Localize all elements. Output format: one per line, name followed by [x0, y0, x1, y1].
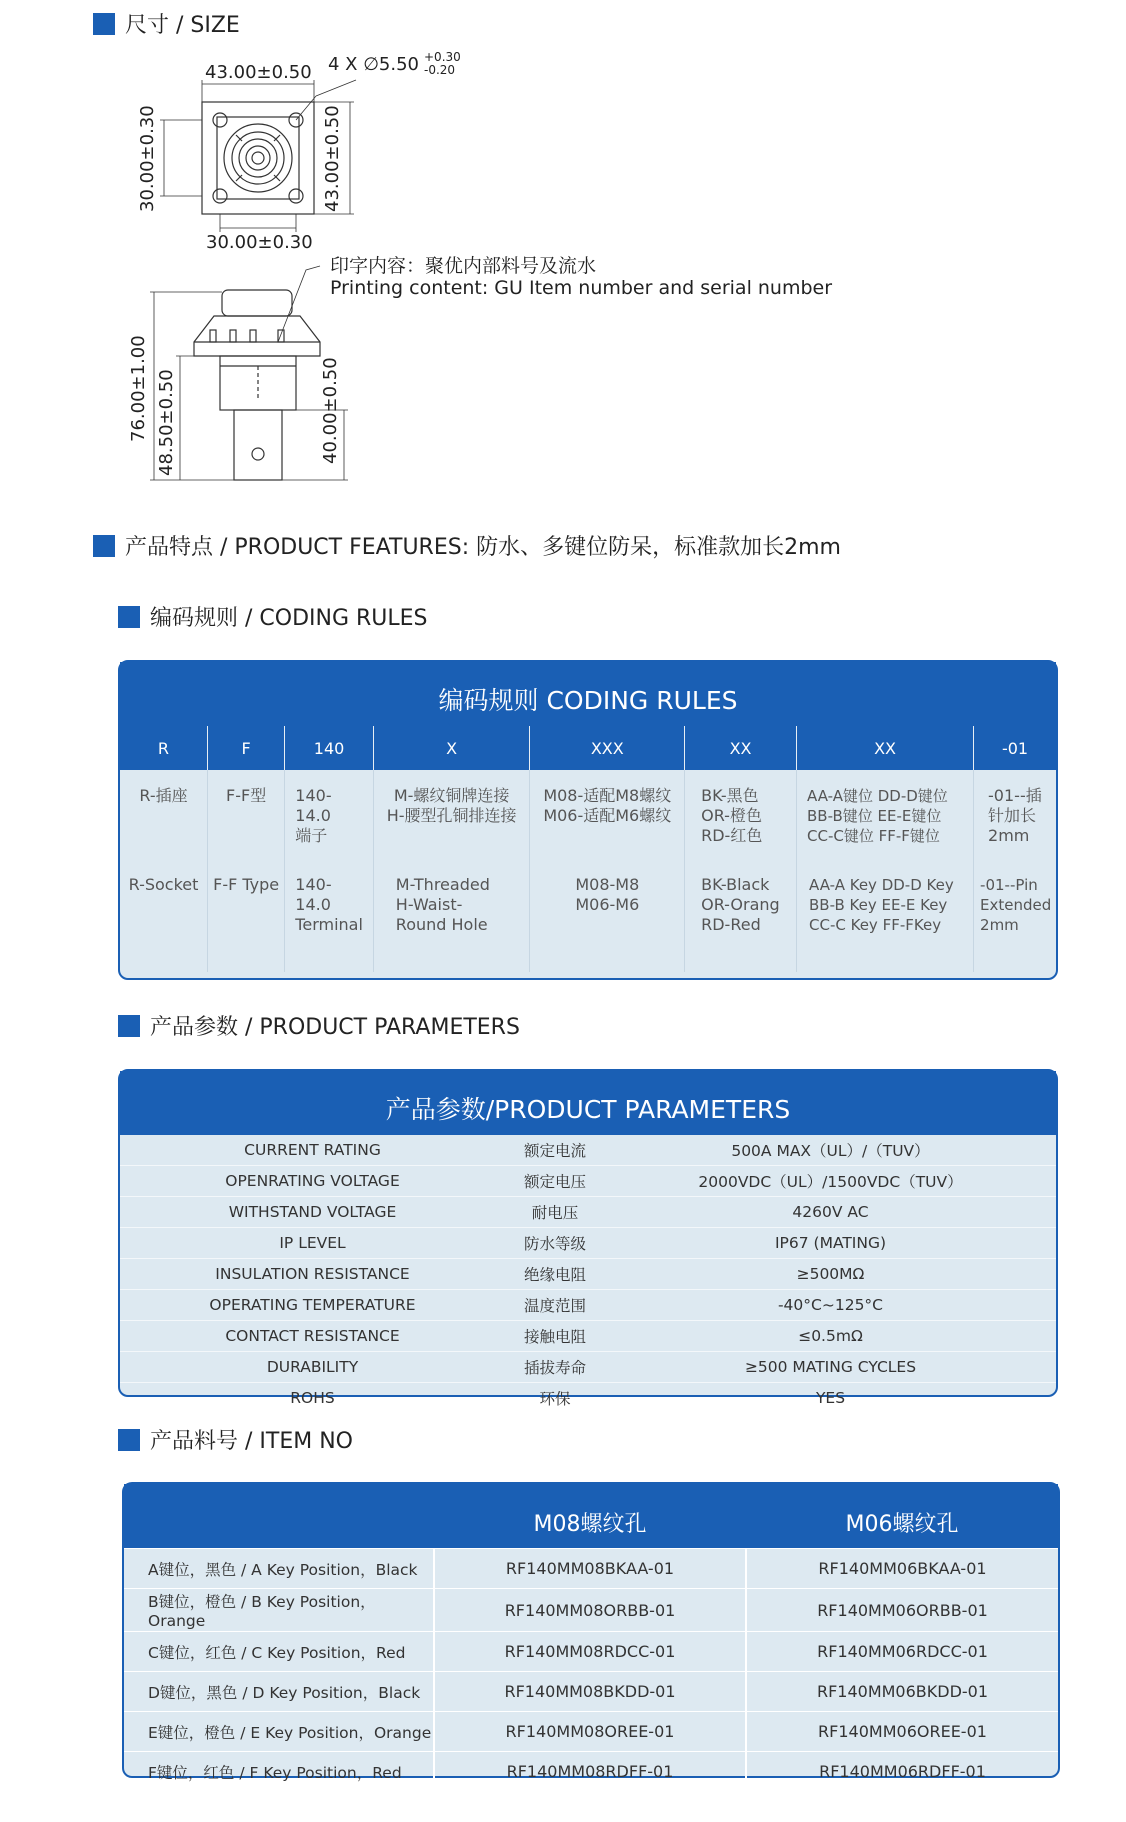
section-marker	[93, 535, 115, 557]
coding-row-en	[120, 859, 1056, 972]
mounting-hole	[213, 113, 227, 127]
hole-tol-minus: -0.20	[424, 63, 456, 77]
coding-table-title: 编码规则 CODING RULES	[120, 662, 1056, 726]
coding-cell: BK-黑色 OR-橙色 RD-红色	[701, 786, 763, 845]
coding-cell: -01--插 针加长 2mm	[988, 786, 1042, 845]
coding-cell: R-Socket	[128, 875, 199, 894]
dim-width-top: 43.00±0.50	[205, 62, 312, 83]
dim-total-length: 76.00±1.00	[128, 335, 149, 442]
item-row: C键位，红色 / C Key Position，Red RF140MM08RDCC-01 RF140MM06RDCC-01	[124, 1632, 1058, 1672]
param-row: DURABILITY 插拔寿命 ≥500 MATING CYCLES	[120, 1352, 1056, 1383]
section-marker	[93, 13, 115, 35]
size-section-heading: 尺寸 / SIZE	[93, 8, 240, 39]
coding-cell: -01--Pin Extended 2mm	[980, 876, 1052, 934]
items-header-row	[124, 1484, 1058, 1548]
param-row: WITHSTAND VOLTAGE 耐电压 4260V AC	[120, 1197, 1056, 1228]
dim-tail-length: 40.00±0.50	[320, 357, 341, 464]
coding-cell: M-螺纹铜牌连接 H-腰型孔铜排连接	[386, 786, 517, 825]
param-row: CONTACT RESISTANCE 接触电阻 ≤0.5mΩ	[120, 1321, 1056, 1352]
dim-width-bottom: 30.00±0.30	[206, 232, 313, 253]
section-marker	[118, 606, 140, 628]
item-row: F键位，红色 / F Key Position，Red RF140MM08RDFF-01 RF140MM06RDFF-01	[124, 1752, 1058, 1792]
param-row: OPERATING TEMPERATURE 温度范围 -40°C~125°C	[120, 1290, 1056, 1321]
coding-cell: 140- 14.0 端子	[295, 786, 332, 845]
coding-header-cell: F	[207, 726, 284, 770]
coding-cell: F-F型	[226, 786, 267, 805]
param-row: INSULATION RESISTANCE 绝缘电阻 ≥500MΩ	[120, 1259, 1056, 1290]
side-flange	[194, 316, 320, 356]
section-marker	[118, 1429, 140, 1451]
coding-header-cell: -01	[974, 726, 1056, 770]
features-heading: 产品特点 / PRODUCT FEATURES: 防水、多键位防呆，标准款加长2mm	[93, 530, 841, 561]
hole-tol-plus: +0.30	[424, 50, 461, 64]
param-row: OPENRATING VOLTAGE 额定电压 2000VDC（UL）/1500VDC（TUV）	[120, 1166, 1056, 1197]
dim-height-left: 30.00±0.30	[137, 105, 158, 212]
coding-header-cell: R	[120, 726, 207, 770]
coding-cell: R-插座	[139, 786, 188, 805]
items-section-heading: 产品料号 / ITEM NO	[118, 1424, 353, 1455]
param-row: CURRENT RATING 额定电流 500A MAX（UL）/（TUV）	[244, 1141, 930, 1160]
coding-header-row	[120, 726, 1056, 770]
item-row: B键位，橙色 / B Key Position，Orange RF140MM08ORBB-01 RF140MM06ORBB-01	[124, 1589, 1058, 1632]
coding-header-cell: XX	[797, 726, 974, 770]
coding-cell: M08-适配M8螺纹 M06-适配M6螺纹	[543, 786, 672, 825]
coding-cell: AA-A Key DD-D Key BB-B Key EE-E Key CC-C Key FF-FKey	[809, 876, 954, 934]
col-m08-header: M08螺纹孔	[533, 1512, 647, 1537]
coding-cell: AA-A键位 DD-D键位 BB-B键位 EE-E键位 CC-C键位 FF-F键位	[807, 787, 948, 845]
item-row: A键位，黑色 / A Key Position，Black RF140MM08BKAA-01 RF140MM06BKAA-01	[124, 1549, 1058, 1589]
coding-header-cell: 140	[285, 726, 374, 770]
coding-cell: 140- 14.0 Terminal	[295, 875, 363, 934]
item-row: E键位，橙色 / E Key Position，Orange RF140MM08OREE-01 RF140MM06OREE-01	[124, 1712, 1058, 1752]
side-terminal	[234, 410, 282, 480]
mounting-hole	[213, 189, 227, 203]
coding-cell: F-F Type	[213, 875, 280, 894]
params-table-title: 产品参数/PRODUCT PARAMETERS	[120, 1071, 1056, 1135]
coding-header-cell: X	[373, 726, 530, 770]
coding-row-cn	[120, 770, 1056, 859]
print-note-cn: 印字内容：聚优内部料号及流水	[330, 255, 597, 277]
coding-section-heading: 编码规则 / CODING RULES	[118, 601, 428, 632]
item-number-table	[122, 1482, 1060, 1782]
col-m06-header: M06螺纹孔	[845, 1512, 959, 1537]
param-row: IP LEVEL 防水等级 IP67 (MATING)	[120, 1228, 1056, 1259]
coding-rules-table	[118, 660, 1058, 980]
section-marker	[118, 1015, 140, 1037]
coding-cell: M08-M8 M06-M6	[575, 875, 640, 914]
product-parameters-table	[118, 1069, 1058, 1408]
coding-header-cell: XXX	[530, 726, 685, 770]
flange-inner	[217, 117, 299, 199]
dim-height-right: 43.00±0.50	[322, 105, 343, 212]
mounting-hole	[289, 189, 303, 203]
print-note-en: Printing content: GU Item number and serial number	[330, 277, 833, 299]
dim-lower-length: 48.50±0.50	[156, 369, 177, 476]
coding-header-cell: XX	[685, 726, 797, 770]
coding-cell: BK-Black OR-Orang RD-Red	[701, 875, 780, 934]
technical-drawing	[120, 40, 840, 500]
item-row: D键位，黑色 / D Key Position，Black RF140MM08BKDD-01 RF140MM06BKDD-01	[124, 1672, 1058, 1712]
params-section-heading: 产品参数 / PRODUCT PARAMETERS	[118, 1010, 520, 1041]
param-row: ROHS 环保 YES	[120, 1383, 1056, 1414]
coding-cell: M-Threaded H-Waist- Round Hole	[395, 875, 490, 934]
socket-outer-ring	[224, 124, 292, 192]
side-cap	[222, 290, 292, 316]
hole-spec: 4 X ∅5.50	[328, 54, 419, 75]
